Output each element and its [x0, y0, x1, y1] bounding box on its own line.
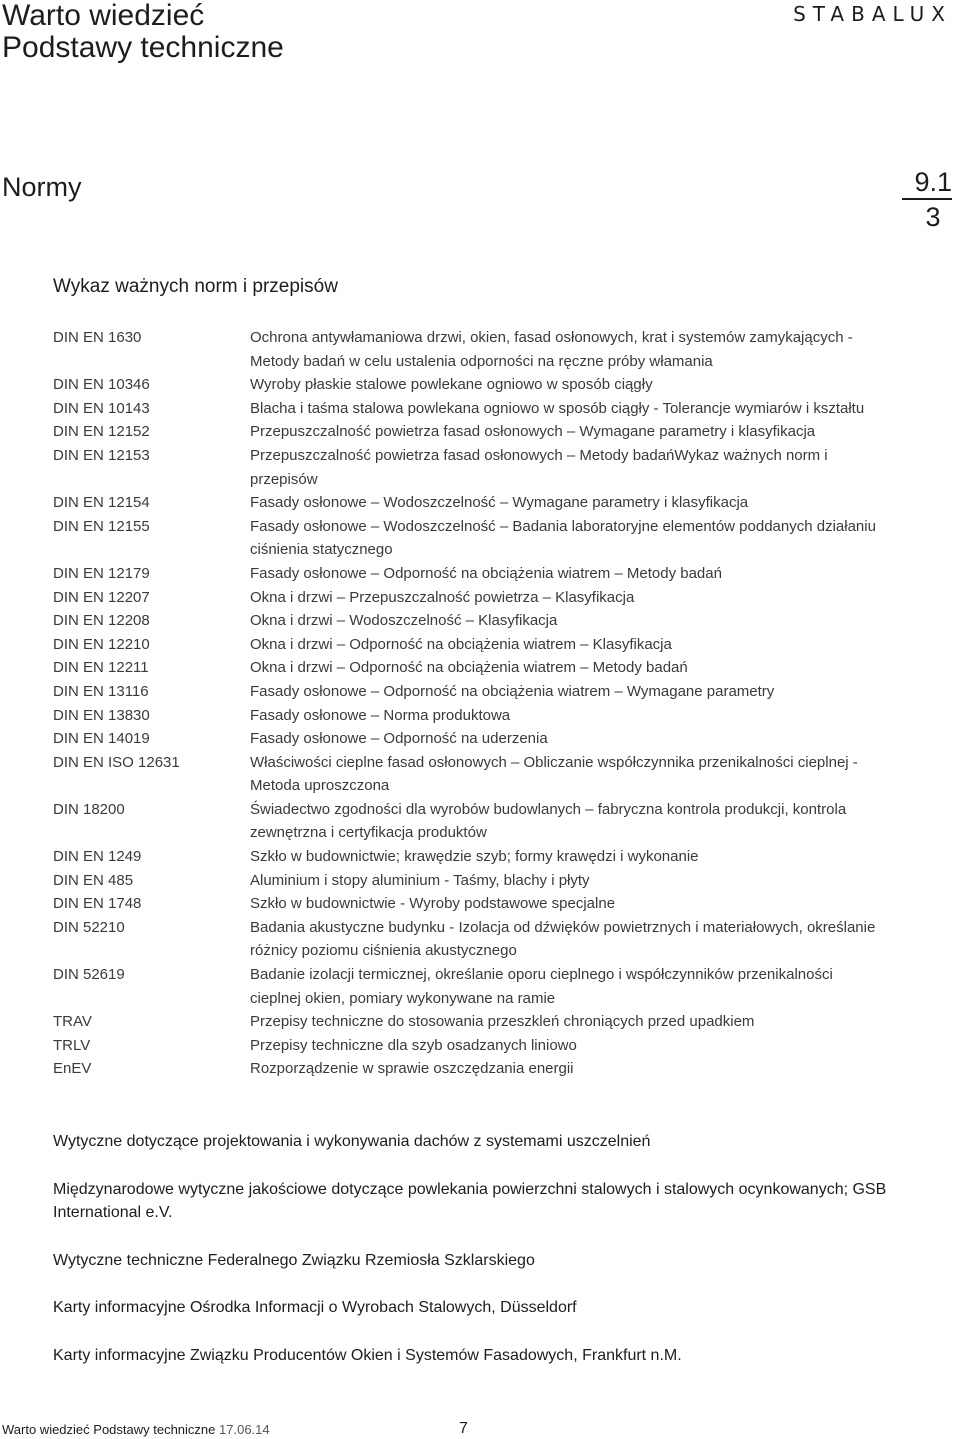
norm-description: Fasady osłonowe – Wodoszczelność – Wymagane parametry i klasyfikacja [250, 494, 749, 512]
footer-date: 17.06.14 [219, 1422, 270, 1437]
norm-row [53, 609, 913, 633]
guideline-item: Międzynarodowe wytyczne jakościowe dotyczące powlekania powierzchni stalowych i stalowych ocynkowanych; GSB International e.V. [53, 1180, 887, 1221]
norm-description: Okna i drzwi – Odporność na obciążenia wiatrem – Metody badań [250, 659, 688, 677]
brand-logo: STABALUX [793, 2, 952, 26]
norm-code: DIN EN 12152 [53, 423, 150, 441]
norm-code: DIN EN 1748 [53, 895, 142, 913]
norm-description: Przepisy techniczne do stosowania przeszkleń chroniących przed upadkiem [250, 1013, 755, 1031]
norm-code: DIN EN 12154 [53, 494, 150, 512]
norm-description: Badanie izolacji termicznej, określanie oporu cieplnego i współczynników przenikalności cieplnej okien, pomiary wykonywane na ramie [250, 966, 833, 1007]
norm-code: DIN EN 10143 [53, 399, 150, 417]
norm-row [53, 444, 913, 491]
norm-code: DIN EN 10346 [53, 376, 150, 394]
norm-description: Fasady osłonowe – Norma produktowa [250, 706, 511, 724]
norm-code: DIN EN 12208 [53, 612, 150, 630]
header-title-line1: Warto wiedzieć [2, 0, 205, 32]
norm-code: DIN EN 12211 [53, 659, 149, 677]
norm-code: TRLV [53, 1036, 91, 1054]
norm-row [53, 963, 913, 1010]
norm-code: DIN EN 485 [53, 871, 134, 889]
norm-code: DIN EN 13116 [53, 682, 149, 700]
norm-code: DIN EN 12153 [53, 446, 150, 464]
norm-code: TRAV [53, 1013, 92, 1031]
norm-row [53, 1034, 913, 1058]
norm-description: Szkło w budownictwie - Wyroby podstawowe specjalne [250, 895, 616, 913]
norm-row [53, 845, 913, 869]
header-title-line2: Podstawy techniczne [2, 31, 284, 64]
norm-row [53, 420, 913, 444]
norm-description: Ochrona antywłamaniowa drzwi, okien, fasad osłonowych, krat i systemów zamykających - Metody badań w celu ustalenia odporności na ręczne próby włamania [250, 329, 853, 370]
norm-code: DIN EN 1249 [53, 848, 142, 866]
norm-row [53, 916, 913, 963]
norm-row [53, 1010, 913, 1034]
norm-description: Fasady osłonowe – Wodoszczelność – Badania laboratoryjne elementów poddanych działaniu ciśnienia statycznego [250, 517, 876, 559]
norm-description: Przepuszczalność powietrza fasad osłonowych – Wymagane parametry i klasyfikacja [250, 423, 816, 441]
norm-code: DIN EN 12179 [53, 564, 150, 582]
norm-row [53, 586, 913, 610]
footer-text: Warto wiedzieć Podstawy techniczne [2, 1422, 216, 1437]
norm-code: DIN 52619 [53, 966, 125, 984]
norm-code: DIN 18200 [53, 800, 125, 818]
norm-code: DIN EN 12155 [53, 517, 150, 535]
section-number-top: 9.1 [902, 166, 952, 200]
guidelines-list [53, 1130, 913, 1391]
norm-description: Fasady osłonowe – Odporność na obciążenia wiatrem – Wymagane parametry [250, 682, 775, 700]
norm-row [53, 515, 913, 562]
norm-description: Fasady osłonowe – Odporność na uderzenia [250, 730, 548, 748]
norm-row [53, 656, 913, 680]
norm-description: Właściwości cieplne fasad osłonowych – Obliczanie współczynnika przenikalności cieplnej - Metoda uproszczona [250, 753, 858, 795]
norm-code: DIN EN ISO 12631 [53, 753, 180, 771]
footer [2, 1422, 270, 1437]
norm-description: Okna i drzwi – Odporność na obciążenia wiatrem – Klasyfikacja [250, 635, 672, 653]
norm-row [53, 562, 913, 586]
norm-code: DIN EN 1630 [53, 329, 142, 346]
norm-description: Przepisy techniczne dla szyb osadzanych liniowo [250, 1036, 577, 1054]
section-number-bottom: 3 [925, 202, 941, 232]
norm-row [53, 892, 913, 916]
page-number: 7 [459, 1420, 468, 1437]
norm-row [53, 751, 913, 798]
norm-code: DIN 52210 [53, 918, 125, 936]
guideline-item: Karty informacyjne Związku Producentów Okien i Systemów Fasadowych, Frankfurt n.M. [53, 1346, 682, 1364]
norm-row [53, 326, 913, 373]
norm-description: Wyroby płaskie stalowe powlekane ogniowo w sposób ciągły [250, 376, 653, 394]
norm-code: EnEV [53, 1060, 92, 1078]
norm-code: DIN EN 14019 [53, 730, 150, 748]
norm-row [53, 491, 913, 515]
norm-row [53, 798, 913, 845]
norm-description: Szkło w budownictwie; krawędzie szyb; formy krawędzi i wykonanie [250, 848, 699, 866]
norm-row [53, 727, 913, 751]
norm-row [53, 869, 913, 893]
norm-description: Aluminium i stopy aluminium - Taśmy, blachy i płyty [250, 871, 590, 889]
norm-code: DIN EN 12207 [53, 588, 150, 606]
list-heading: Wykaz ważnych norm i przepisów [53, 276, 338, 297]
guideline-item: Wytyczne techniczne Federalnego Związku Rzemiosła Szklarskiego [53, 1251, 535, 1269]
norm-row [53, 373, 913, 397]
norm-row [53, 1057, 913, 1081]
norm-description: Okna i drzwi – Przepuszczalność powietrza – Klasyfikacja [250, 588, 635, 606]
norms-list [53, 326, 913, 1081]
norm-description: Badania akustyczne budynku - Izolacja od dźwięków powietrznych i materiałowych, określanie różnicy poziomu ciśnienia akustycznego [250, 918, 876, 960]
norm-description: Okna i drzwi – Wodoszczelność – Klasyfikacja [250, 612, 558, 630]
norm-description: Przepuszczalność powietrza fasad osłonowych – Metody badańWykaz ważnych norm i przepisów [250, 446, 828, 488]
section-title: Normy [2, 172, 82, 202]
norm-code: DIN EN 13830 [53, 706, 150, 724]
norm-description: Fasady osłonowe – Odporność na obciążenia wiatrem – Metody badań [250, 564, 722, 582]
section-number [902, 166, 952, 234]
norm-description: Blacha i taśma stalowa powlekana ogniowo w sposób ciągły - Tolerancje wymiarów i kształtu [250, 399, 865, 417]
norm-row [53, 704, 913, 728]
norm-row [53, 680, 913, 704]
guideline-item: Wytyczne dotyczące projektowania i wykonywania dachów z systemami uszczelnień [53, 1133, 651, 1150]
norm-row [53, 633, 913, 657]
norm-code: DIN EN 12210 [53, 635, 150, 653]
norm-description: Rozporządzenie w sprawie oszczędzania energii [250, 1060, 574, 1078]
guideline-item: Karty informacyjne Ośrodka Informacji o Wyrobach Stalowych, Düsseldorf [53, 1299, 577, 1316]
norm-description: Świadectwo zgodności dla wyrobów budowlanych – fabryczna kontrola produkcji, kontrola zewnętrzna i certyfikacja produktów [250, 800, 847, 842]
norm-row [53, 397, 913, 421]
header-title [2, 0, 284, 64]
